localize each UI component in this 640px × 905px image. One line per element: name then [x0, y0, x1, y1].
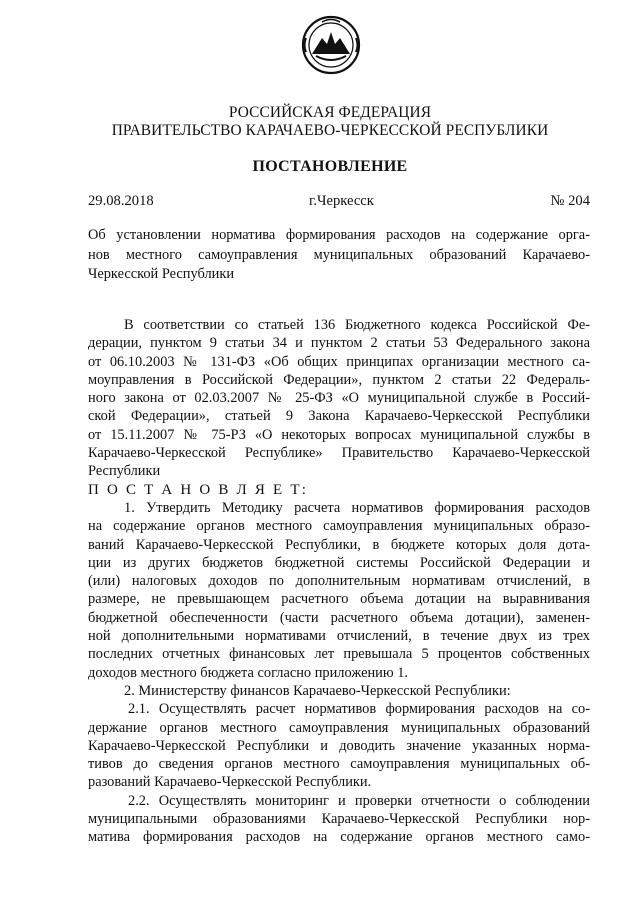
subject-line: нов местного самоуправления муниципальных образований Карачаево- — [88, 246, 590, 263]
header-government: ПРАВИТЕЛЬСТВО КАРАЧАЕВО-ЧЕРКЕССКОЙ РЕСПУБЛИКИ — [111, 122, 549, 139]
item2-line: 2. Министерству финансов Карачаево-Черкесской Республики: — [124, 682, 511, 699]
item21-line: 2.1. Осуществлять расчет нормативов формирования расходов на со- — [128, 701, 590, 718]
preamble-line: дерации, пунктом 9 статьи 34 и пунктом 2 статьи 53 Федерального закона — [88, 335, 590, 352]
document-city: г.Черкесск — [309, 193, 374, 209]
preamble-line: ской Федерации», статьей 9 Закона Карачаево-Черкесской Республики — [88, 408, 590, 425]
item1-line: 1. Утвердить Методику расчета нормативов формирования расходов — [124, 499, 590, 516]
decree-word: П О С Т А Н О В Л Я Е Т: — [88, 481, 309, 498]
item1-line: ции из других бюджетов бюджетной системы Российской Федерации и — [88, 554, 590, 571]
item1-line: размере, не превышающем расчетного объема дотации на выравнивания — [88, 591, 590, 608]
subject-line: Об установлении норматива формирования расходов на содержание орга- — [88, 227, 590, 243]
preamble-line: Карачаево-Черкесской Республике» Правительство Карачаево-Черкесской — [88, 445, 590, 462]
item22-line: матива формирования расходов на содержание органов местного само- — [88, 829, 590, 846]
preamble-line: моуправления в Российской Федерации», пунктом 2 статьи 22 Федераль- — [88, 371, 590, 388]
item1-line: доходов местного бюджета согласно приложению 1. — [88, 664, 409, 681]
document-body — [88, 316, 590, 847]
preamble-line: ного закона от 02.03.2007 № 25-ФЗ «О муниципальной службе в Россий- — [88, 390, 590, 407]
document-subject — [88, 226, 590, 285]
item1-line: бюджетной обеспеченности (части расчетного объема дотации), заменен- — [88, 609, 590, 626]
item1-line: ваний Карачаево-Черкесской Республики, в бюджете которых доля дота- — [88, 536, 590, 553]
preamble-line: от 15.11.2007 № 75-РЗ «О некоторых вопросах муниципальной службы в — [88, 426, 590, 443]
document-date: 29.08.2018 — [88, 193, 154, 209]
item21-line: Карачаево-Черкесской Республики и доводить значение указанных норма- — [88, 737, 590, 754]
item22-line: муниципальными образованиями Карачаево-Черкесской Республики нор- — [88, 811, 590, 828]
header-country: РОССИЙСКАЯ ФЕДЕРАЦИЯ — [228, 104, 432, 121]
coat-of-arms-emblem — [298, 14, 364, 76]
preamble-line: от 06.10.2003 № 131-ФЗ «Об общих принципах организации местного са- — [88, 353, 590, 370]
item1-line: ной дополнительными нормативами отчислений, в течение двух из трех — [88, 628, 590, 645]
item21-line: тивов до сведения органов местного самоуправления муниципальных об- — [88, 756, 590, 773]
item1-line: на содержание органов местного самоуправления муниципальных образо- — [88, 518, 590, 535]
item21-line: разований Карачаево-Черкесской Республики. — [88, 774, 372, 791]
document-number: № 204 — [550, 193, 590, 209]
item22-line: 2.2. Осуществлять мониторинг и проверки отчетности о соблюдении — [128, 792, 590, 809]
document-type-title: ПОСТАНОВЛЕНИЕ — [252, 158, 408, 175]
item1-line: последних отчетных финансовых лет превышала 5 процентов собственных — [88, 646, 590, 663]
preamble-line: Республики — [88, 463, 161, 480]
item21-line: держание органов местного самоуправления муниципальных образований — [88, 719, 590, 736]
subject-line: Черкесской Республики — [88, 266, 235, 282]
preamble-line: В соответствии со статьей 136 Бюджетного кодекса Российской Фе- — [124, 317, 590, 333]
item1-line: (или) налоговых доходов по дополнительным нормативам отчислений, в — [88, 573, 590, 590]
